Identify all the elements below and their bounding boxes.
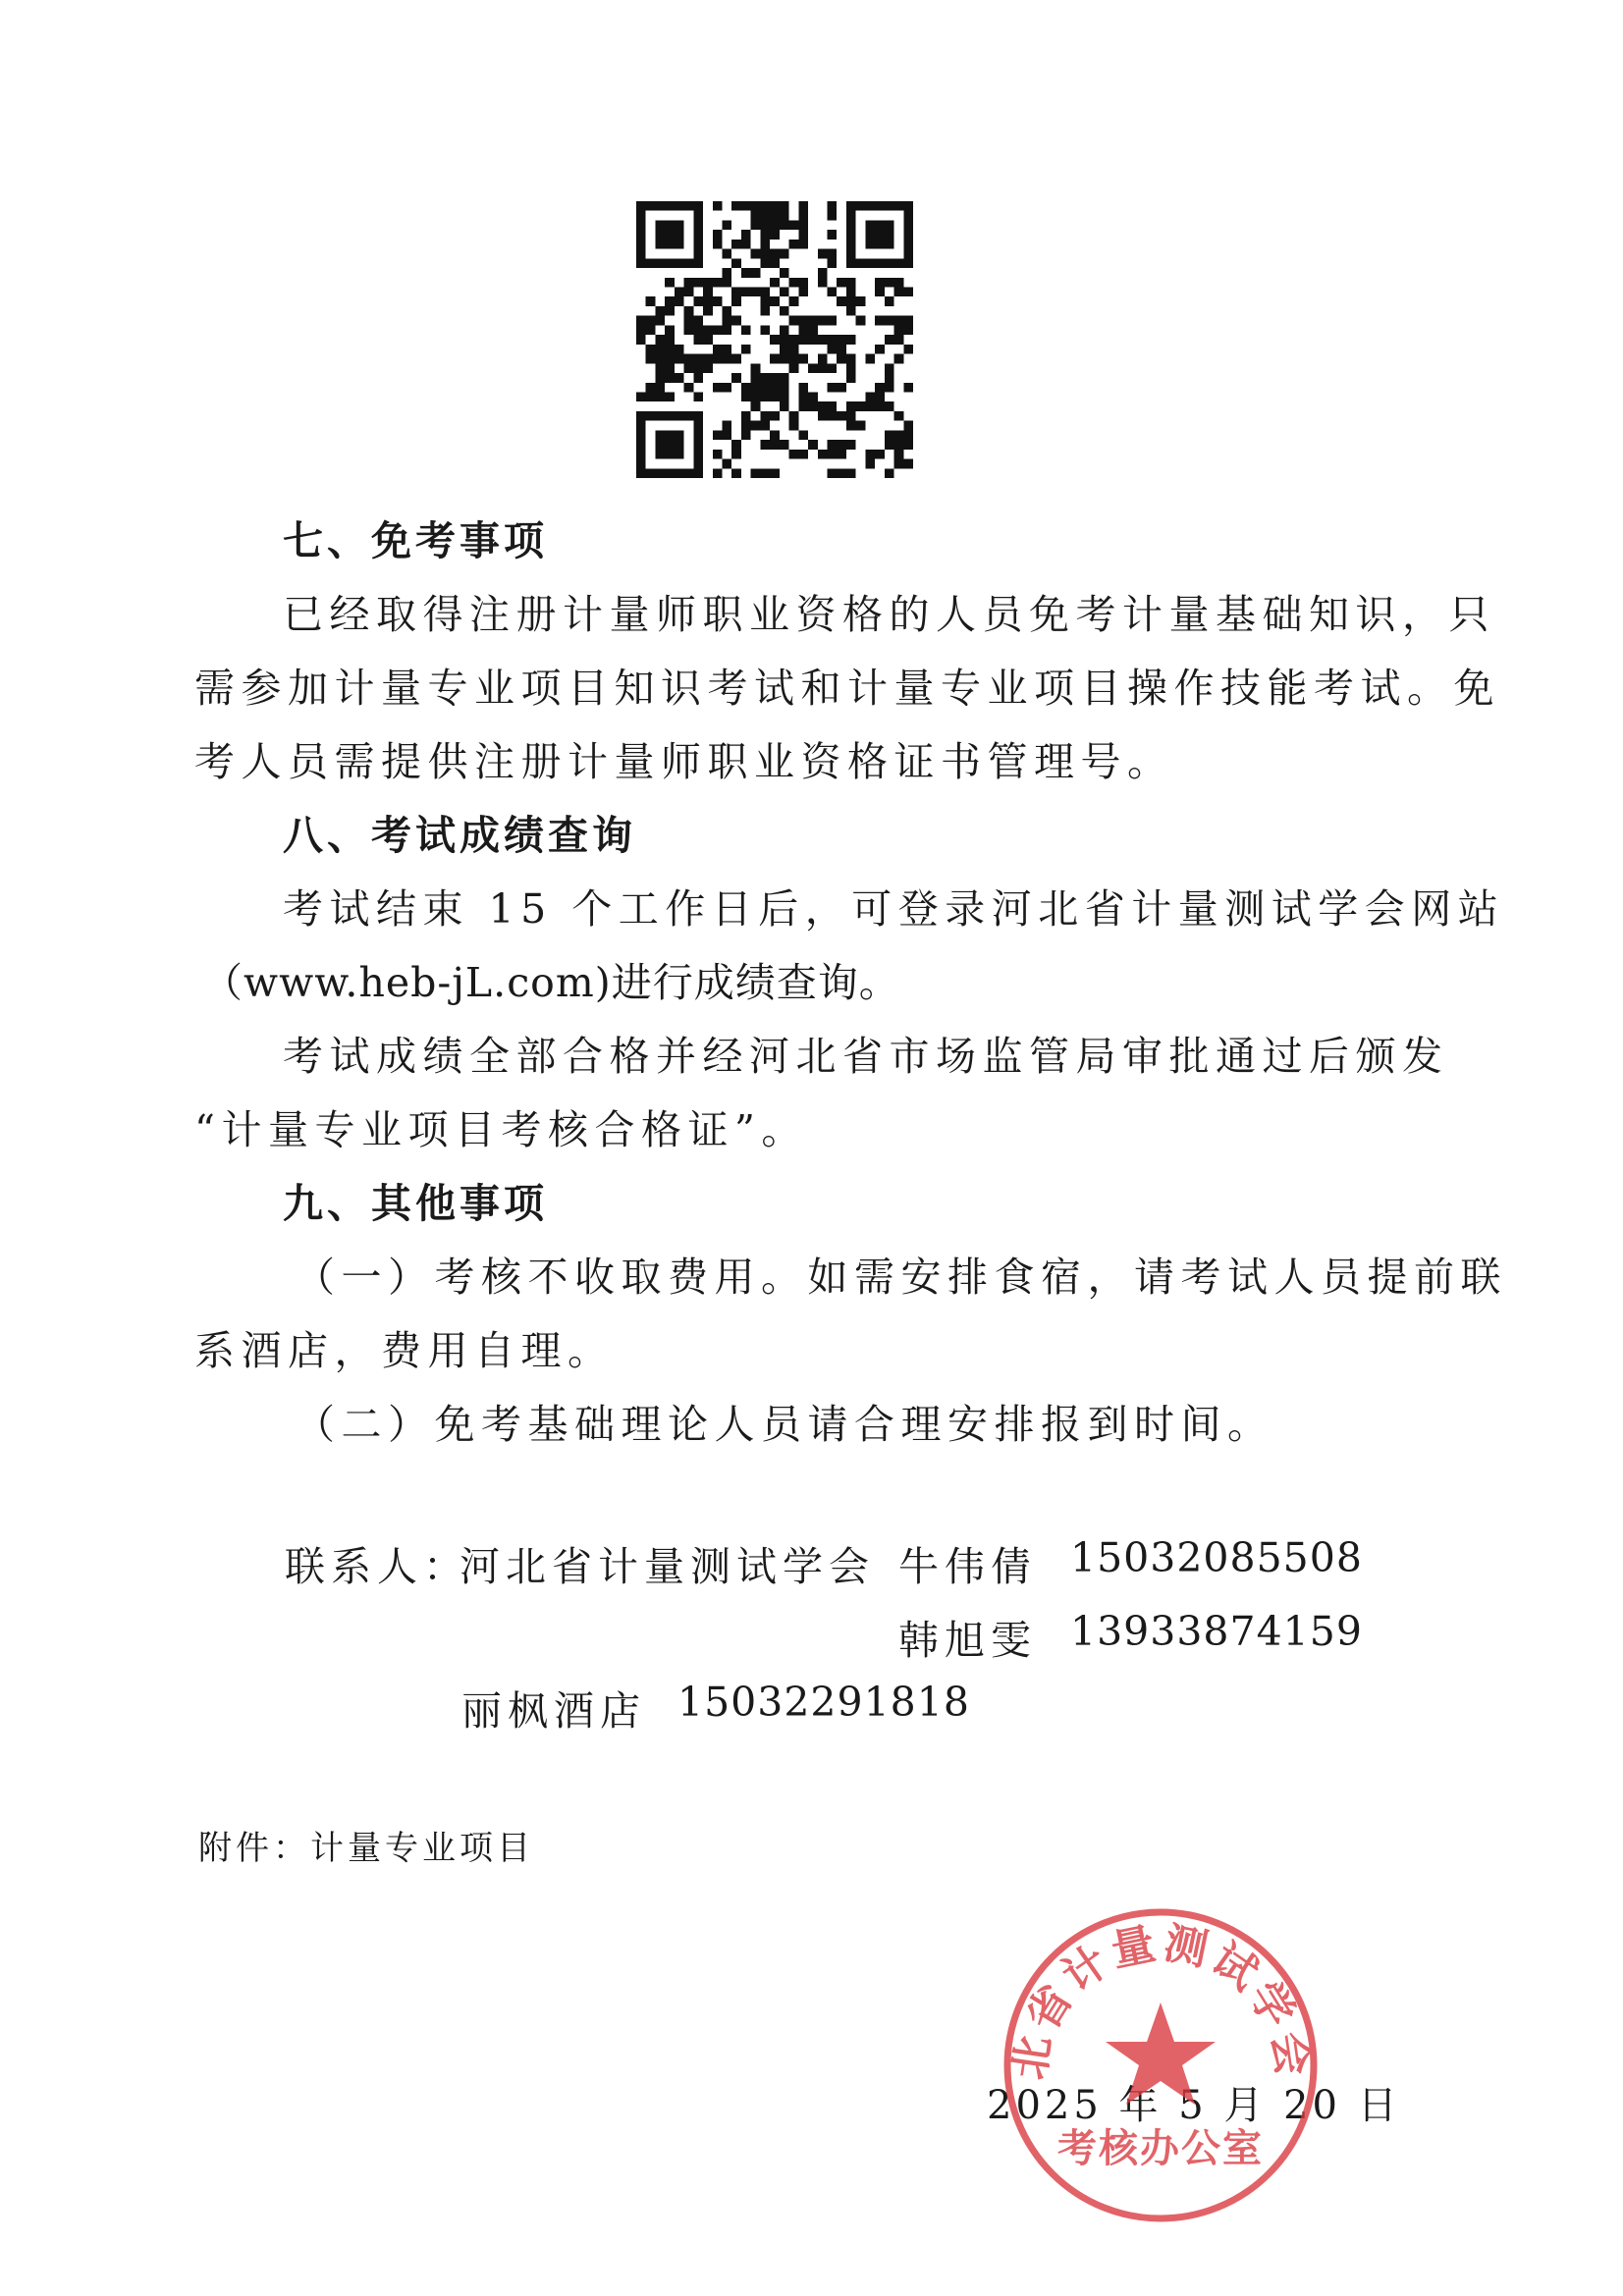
contact-label: 联系人：	[285, 1543, 469, 1590]
contact-name-2: 韩旭雯	[898, 1617, 1037, 1664]
hotel-name: 丽枫酒店	[461, 1687, 646, 1735]
svg-text:考核办公室: 考核办公室	[1057, 2126, 1264, 2171]
section-7-line-1: 已经取得注册计量师职业资格的人员免考计量基础知识，只	[283, 591, 1495, 638]
section-8-line-3: 考试成绩全部合格并经河北省市场监管局审批通过后颁发	[283, 1033, 1449, 1080]
section-8-line-1: 考试结束 15 个工作日后，可登录河北省计量测试学会网站	[283, 885, 1505, 933]
section-8-line-2: （www.heb-jL.com)进行成绩查询。	[202, 959, 900, 1006]
contact-name-1: 牛伟倩	[898, 1543, 1037, 1590]
qr-code	[636, 201, 913, 478]
section-7-line-2: 需参加计量专业项目知识考试和计量专业项目操作技能考试。免	[194, 665, 1500, 712]
issue-date: 2025 年 5 月 20 日	[987, 2083, 1401, 2128]
attachment-note: 附件：计量专业项目	[198, 1829, 534, 1868]
section-9-line-3: （二）免考基础理论人员请合理安排报到时间。	[295, 1401, 1274, 1448]
section-9-heading: 九、其他事项	[283, 1180, 548, 1227]
hotel-phone: 15032291818	[677, 1679, 970, 1726]
section-9-line-2: 系酒店，费用自理。	[194, 1327, 615, 1374]
section-9-line-1: （一）考核不收取费用。如需安排食宿，请考试人员提前联	[295, 1254, 1507, 1301]
official-seal	[1000, 1904, 1322, 2226]
section-7-heading: 七、免考事项	[283, 517, 548, 564]
contact-phone-2: 13933874159	[1070, 1608, 1363, 1655]
section-8-line-4: “计量专业项目考核合格证”。	[194, 1106, 808, 1153]
svg-text:北省计量测试学会: 北省计量测试学会	[1004, 1917, 1319, 2083]
contact-org: 河北省计量测试学会	[460, 1543, 875, 1590]
contact-phone-1: 15032085508	[1070, 1534, 1363, 1581]
section-8-heading: 八、考试成绩查询	[283, 812, 636, 859]
section-7-line-3: 考人员需提供注册计量师职业资格证书管理号。	[194, 738, 1174, 785]
